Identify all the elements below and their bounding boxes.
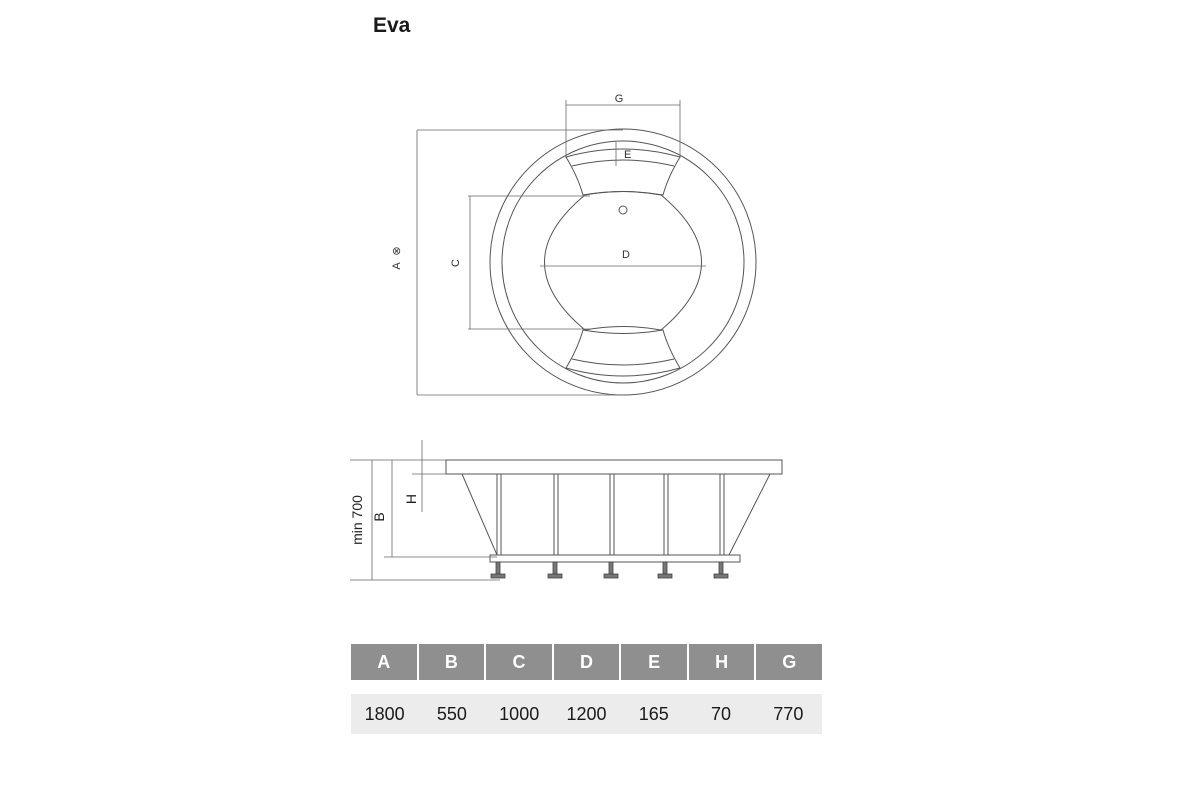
dim-label-c: C xyxy=(450,259,462,267)
dim-label-h: H xyxy=(403,493,419,505)
bottom-seat-inner xyxy=(572,359,674,365)
value-cell-a: 1800 xyxy=(364,703,405,724)
leveling-foot xyxy=(491,574,505,578)
value-cell-d: 1200 xyxy=(566,703,607,724)
value-cell-c: 1000 xyxy=(499,703,540,724)
tub-outer-rim xyxy=(490,129,756,395)
leveling-foot xyxy=(548,574,562,578)
product-title: Eva xyxy=(373,14,411,37)
table-header-row xyxy=(351,644,822,680)
header-cell-a: A xyxy=(351,644,419,680)
top-seat xyxy=(566,149,680,195)
dim-label-g: G xyxy=(614,93,624,105)
leveling-foot xyxy=(658,574,672,578)
dim-label-a: A xyxy=(391,262,403,270)
support-leg xyxy=(610,474,614,555)
header-cell-b: B xyxy=(419,644,487,680)
value-cell-b: 550 xyxy=(436,703,467,724)
leveling-foot xyxy=(663,562,667,574)
bottom-seat xyxy=(566,330,680,376)
leveling-foot xyxy=(609,562,613,574)
support-leg xyxy=(554,474,558,555)
leveling-foot xyxy=(604,574,618,578)
dim-label-e: E xyxy=(624,149,632,161)
header-cell-g: G xyxy=(756,644,822,680)
leveling-foot xyxy=(496,562,500,574)
base-frame xyxy=(490,555,740,562)
support-leg xyxy=(720,474,724,555)
leveling-foot xyxy=(719,562,723,574)
dimension-table xyxy=(351,644,822,734)
value-cell-e: 165 xyxy=(638,703,669,724)
header-cell-e: E xyxy=(621,644,689,680)
header-cell-c: C xyxy=(486,644,554,680)
drain-icon xyxy=(619,206,627,214)
header-cell-d: D xyxy=(554,644,622,680)
table-value-row xyxy=(351,694,822,734)
top-seat-inner xyxy=(572,160,674,166)
support-leg xyxy=(664,474,668,555)
leveling-foot xyxy=(714,574,728,578)
header-cell-h: H xyxy=(689,644,757,680)
value-cell-g: 770 xyxy=(773,703,804,724)
leveling-foot xyxy=(553,562,557,574)
support-leg xyxy=(497,474,501,555)
dim-label-min: min 700 xyxy=(349,495,365,545)
dim-mark-a: ⊗ xyxy=(391,246,403,256)
tub-inner-rim xyxy=(502,141,744,383)
dim-label-d: D xyxy=(622,249,630,261)
value-cell-h: 70 xyxy=(711,703,732,724)
dim-label-b: B xyxy=(371,512,387,522)
tub-rim-side xyxy=(446,460,782,474)
